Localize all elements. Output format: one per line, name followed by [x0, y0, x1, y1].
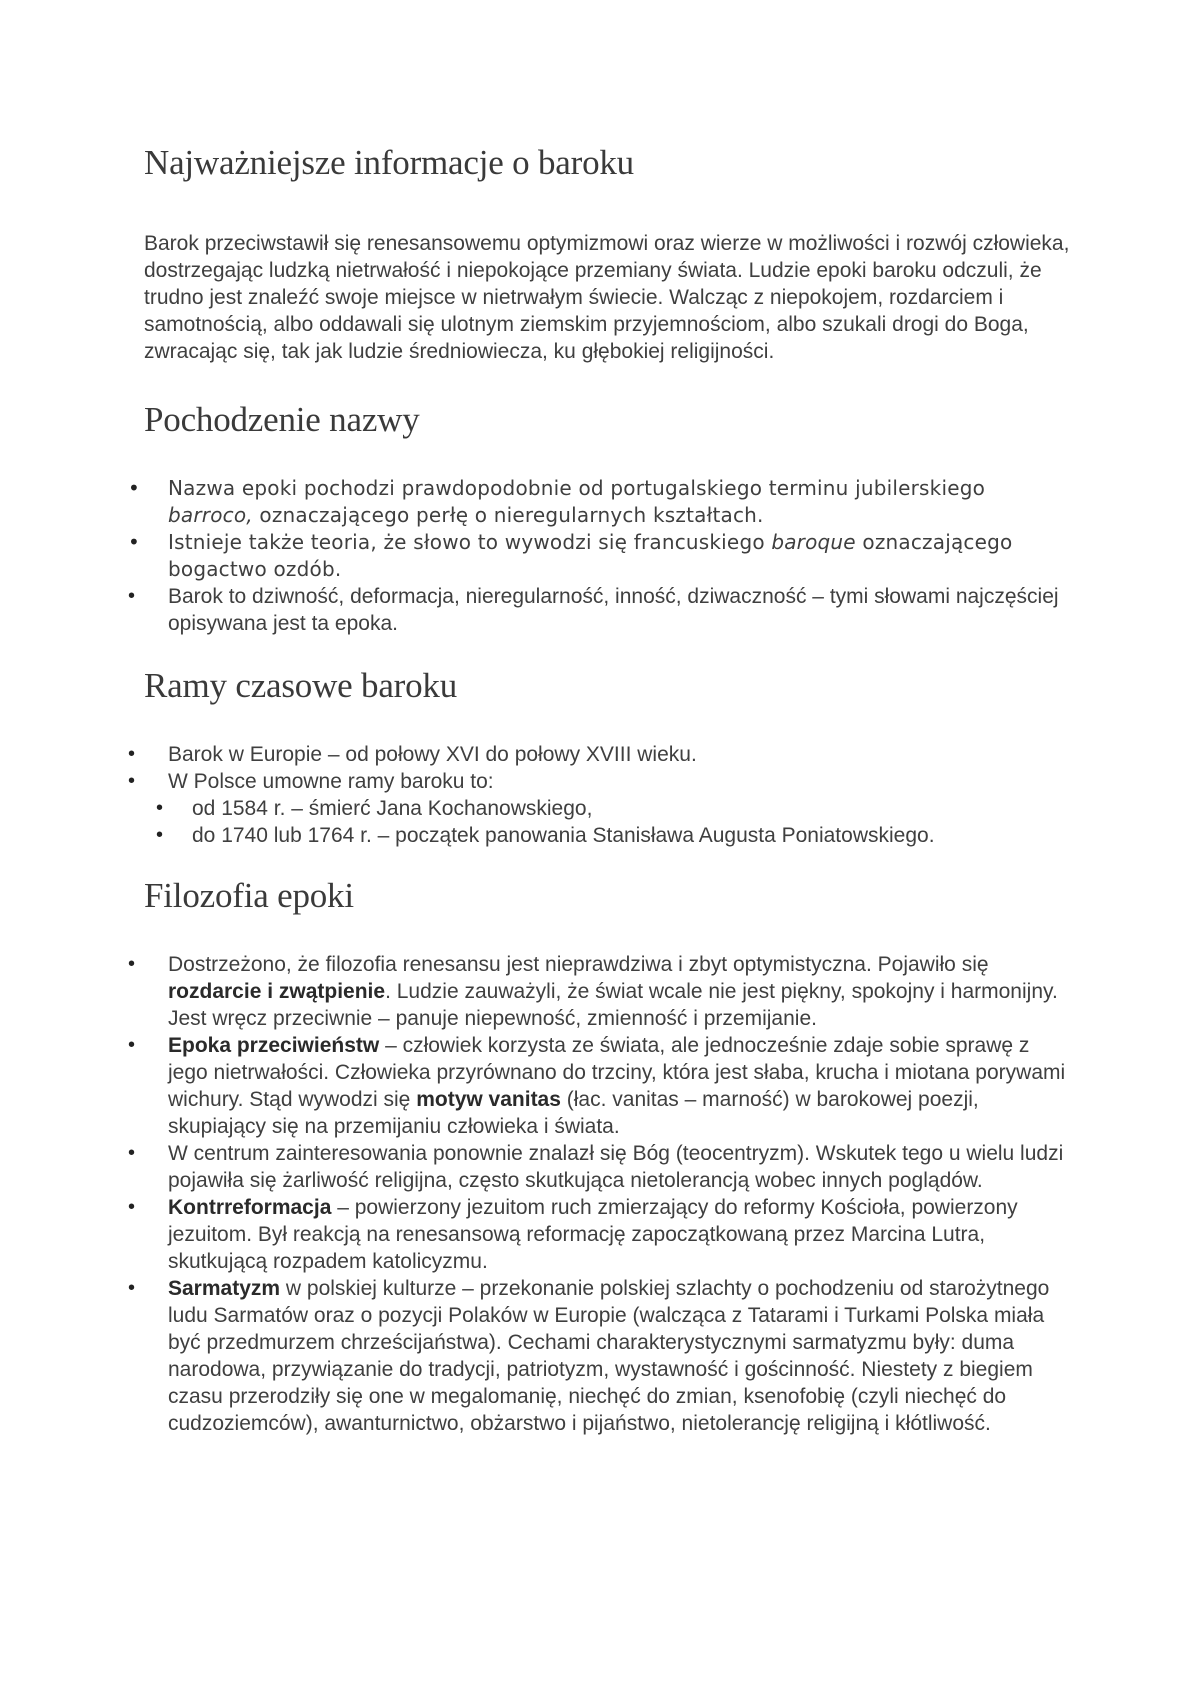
list-item: • Dostrzeżono, że filozofia renesansu jest nieprawdziwa i zbyt optymistyczna. Pojawiło się rozdarcie i zwątpienie. Ludzie zauważyli, że świat wcale nie jest piękny, spokojny i harmonijny. Jest wręcz przeciwnie – panuje niepewność, zmienność i przemijanie. [144, 951, 1074, 1032]
list-item: • Sarmatyzm w polskiej kulturze – przekonanie polskiej szlachty o pochodzeniu od starożytnego ludu Sarmatów oraz o pozycji Polaków w Europie (walcząca z Tatarami i Turkami Polska miała być przedmurzem chrześcijaństwa). Cechami charakterystycznymi sarmatyzmu były: duma narodowa, przywiązanie do tradycji, patriotyzm, wystawność i gościnność. Niestety z biegiem czasu przerodziły się one w megalomanię, niechęć do zmian, ksenofobię (czyli niechęć do cudzoziemców), awanturnictwo, obżarstwo i pijaństwo, nietolerancję religijną i kłótliwość. [144, 1275, 1074, 1437]
section-heading-filozofia: Filozofia epoki [144, 876, 354, 915]
list-item: • Barok to dziwność, deformacja, nieregularność, inność, dziwaczność – tymi słowami najczęściej opisywana jest ta epoka. [144, 583, 1074, 637]
section-heading-ramy: Ramy czasowe baroku [144, 666, 458, 705]
list-item: • Istnieje także teoria, że słowo to wywodzi się francuskiego baroque oznaczającego bogactwo ozdób. [144, 529, 1074, 583]
document-page [144, 140, 1074, 1437]
list-item: • od 1584 r. – śmierć Jana Kochanowskiego, [144, 795, 1074, 822]
list-item: • Nazwa epoki pochodzi prawdopodobnie od portugalskiego terminu jubilerskiego barroco, oznaczającego perłę o nieregularnych kształtach. [144, 475, 1074, 529]
list-item: • W Polsce umowne ramy baroku to: [144, 768, 1074, 795]
timeframe-list [144, 741, 1074, 849]
list-item: • Epoka przeciwieństw – człowiek korzysta ze świata, ale jednocześnie zdaje sobie sprawę z jego nietrwałości. Człowieka przyrównano do trzciny, która jest słaba, krucha i miotana porywami wichury. Stąd wywodzi się motyw vanitas (łac. vanitas – marność) w barokowej poezji, skupiający się na przemijaniu człowieka i świata. [144, 1032, 1074, 1140]
list-item: • Barok w Europie – od połowy XVI do połowy XVIII wieku. [144, 741, 1074, 768]
section-heading-najwazniejsze: Najważniejsze informacje o baroku [144, 143, 634, 182]
intro-paragraph: Barok przeciwstawił się renesansowemu optymizmowi oraz wierze w możliwości i rozwój człowieka, dostrzegając ludzką nietrwałość i niepokojące przemiany świata. Ludzie epoki baroku odczuli, że trudno jest znaleźć swoje miejsce w nietrwałym świecie. Walcząc z niepokojem, rozdarciem i samotnością, albo oddawali się ulotnym ziemskim przyjemnościom, albo szukali drogi do Boga, zwracając się, tak jak ludzie średniowiecza, ku głębokiej religijności. [144, 232, 1070, 363]
philosophy-list [144, 951, 1074, 1437]
origin-list-2 [144, 583, 1074, 637]
list-item: • Kontrreformacja – powierzony jezuitom ruch zmierzający do reformy Kościoła, powierzony jezuitom. Był reakcją na renesansową reformację zapoczątkowaną przez Marcina Lutra, skutkującą rozpadem katolicyzmu. [144, 1194, 1074, 1275]
list-item: • do 1740 lub 1764 r. – początek panowania Stanisława Augusta Poniatowskiego. [144, 822, 1074, 849]
origin-list [144, 475, 1074, 583]
list-item: • W centrum zainteresowania ponownie znalazł się Bóg (teocentryzm). Wskutek tego u wielu ludzi pojawiła się żarliwość religijna, często skutkująca nietolerancją wobec innych poglądów. [144, 1140, 1074, 1194]
section-heading-pochodzenie: Pochodzenie nazwy [144, 400, 420, 439]
